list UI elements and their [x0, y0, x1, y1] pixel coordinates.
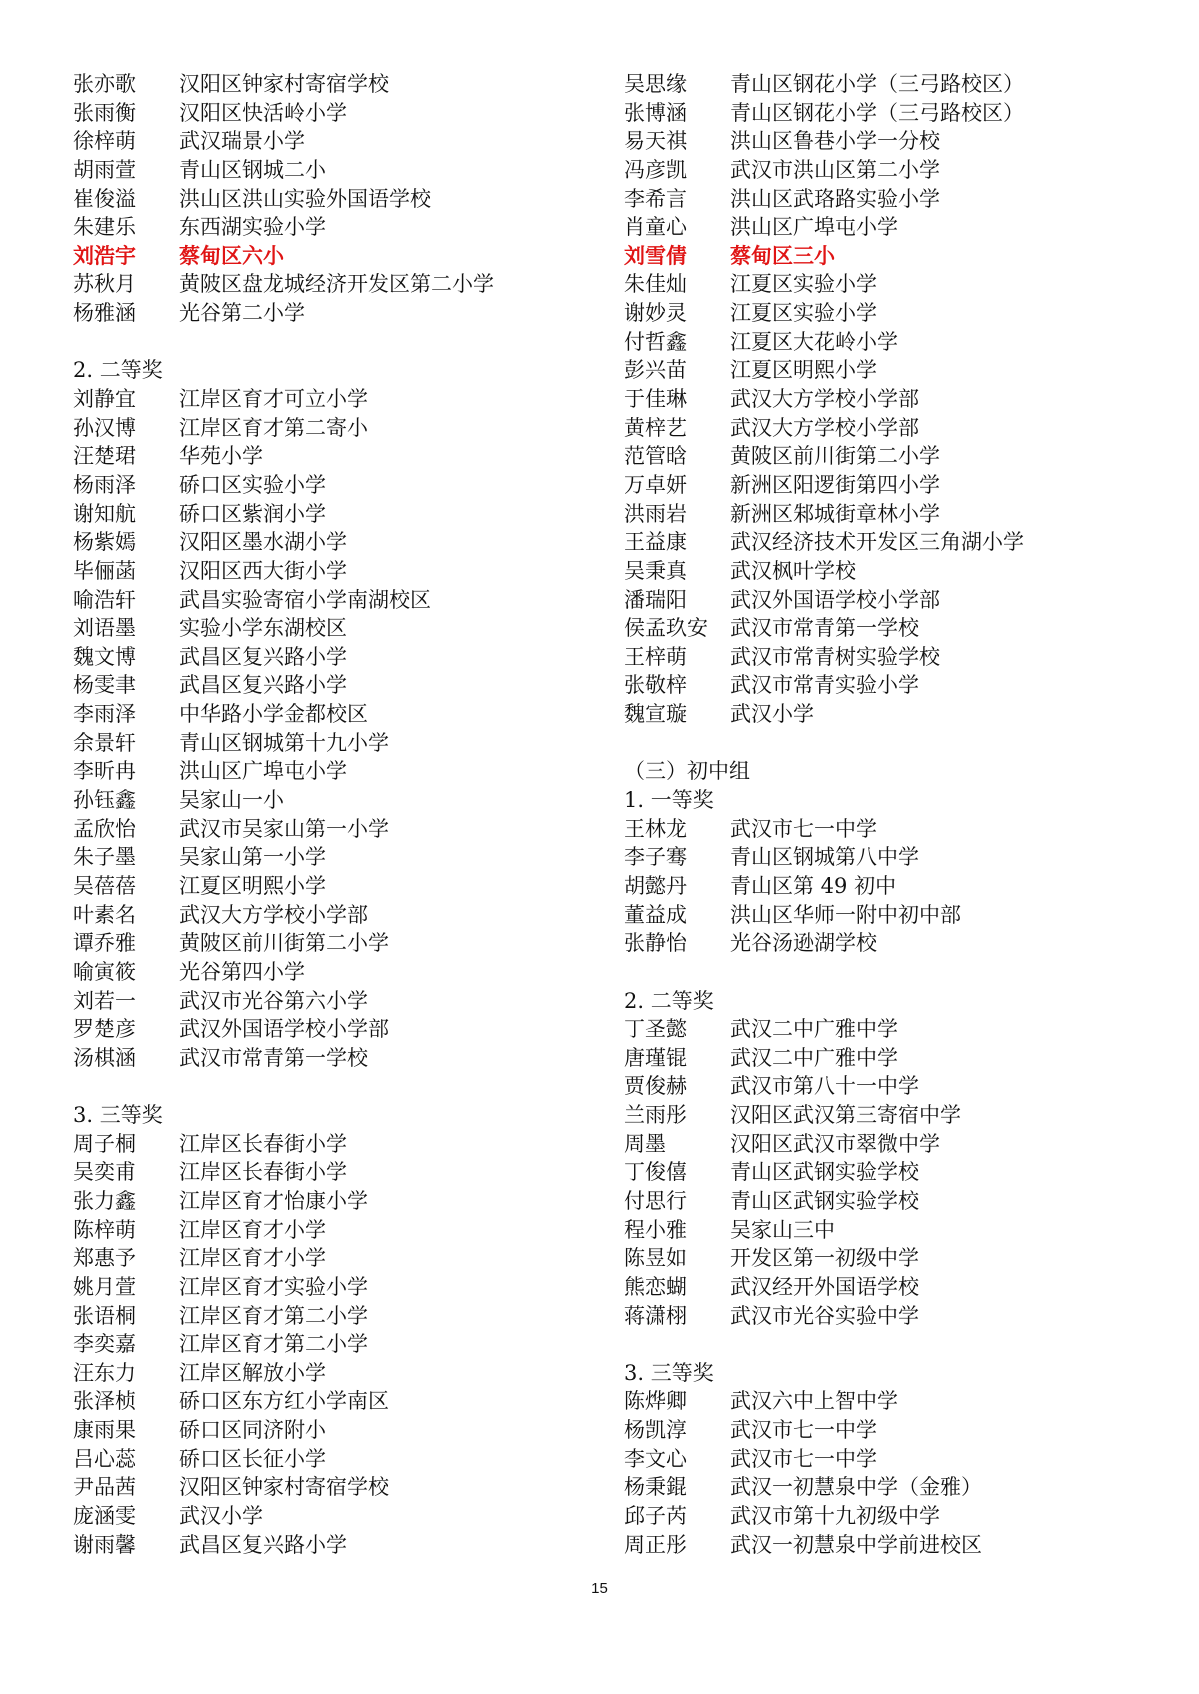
student-name: 杨凯淳: [624, 1418, 687, 1443]
student-name: 郑惠予: [73, 1246, 136, 1271]
school-name: 洪山区鲁巷小学一分校: [730, 129, 940, 154]
award-entry: [624, 471, 1184, 500]
school-name: 光谷第四小学: [179, 959, 305, 984]
student-name: 魏宣璇: [624, 702, 687, 727]
school-name: 汉阳区墨水湖小学: [179, 530, 347, 555]
school-name: 武昌区复兴路小学: [179, 1532, 347, 1557]
student-name: 万卓妍: [624, 472, 687, 497]
award-entry: [73, 614, 593, 643]
school-name: 硚口区实验小学: [179, 472, 326, 497]
student-name: 易天祺: [624, 129, 687, 154]
award-entry: [624, 1187, 1184, 1216]
award-entry: [624, 1130, 1184, 1159]
award-entry: [624, 1502, 1184, 1531]
student-name: 冯彦凯: [624, 157, 687, 182]
school-name: 蔡甸区三小: [730, 242, 835, 268]
award-entry: [73, 700, 593, 729]
student-name: 程小雅: [624, 1217, 687, 1242]
award-entry: [73, 757, 593, 786]
student-name: 孟欣怡: [73, 816, 136, 841]
award-entry-highlighted: [73, 242, 593, 271]
school-name: 中华路小学金都校区: [179, 702, 368, 727]
award-entry: [73, 1502, 593, 1531]
school-name: 江夏区大花岭小学: [730, 329, 898, 354]
section-heading: 1. 一等奖: [624, 788, 714, 813]
student-name: 张雨衡: [73, 100, 136, 125]
student-name: 朱建乐: [73, 215, 136, 240]
school-name: 开发区第一初级中学: [730, 1246, 919, 1271]
school-name: 武汉市常青第一学校: [179, 1045, 368, 1070]
student-name: 魏文博: [73, 644, 136, 669]
award-entry: [624, 1072, 1184, 1101]
award-entry: [624, 586, 1184, 615]
award-entry: [624, 1044, 1184, 1073]
award-entry: [73, 843, 593, 872]
school-name: 武汉瑞景小学: [179, 129, 305, 154]
school-name: 汉阳区武汉第三寄宿中学: [730, 1103, 961, 1128]
award-entry: [624, 414, 1184, 443]
student-name: 董益成: [624, 902, 687, 927]
section-spacer: [624, 729, 1184, 758]
school-name: 武昌区复兴路小学: [179, 644, 347, 669]
student-name: 康雨果: [73, 1418, 136, 1443]
award-entry: [73, 786, 593, 815]
section-spacer: [73, 1072, 593, 1101]
student-name: 张静怡: [624, 931, 687, 956]
school-name: 硚口区东方红小学南区: [179, 1389, 389, 1414]
school-name: 武汉市常青第一学校: [730, 616, 919, 641]
award-entry: [624, 700, 1184, 729]
student-name: 陈烨卿: [624, 1389, 687, 1414]
student-name: 张敬梓: [624, 673, 687, 698]
student-name: 余景轩: [73, 730, 136, 755]
student-name: 孙钰鑫: [73, 788, 136, 813]
school-name: 洪山区洪山实验外国语学校: [179, 186, 431, 211]
school-name: 武汉市常青树实验学校: [730, 644, 940, 669]
award-entry: [624, 929, 1184, 958]
award-entry: [73, 1216, 593, 1245]
student-name: 付思行: [624, 1188, 687, 1213]
school-name: 江夏区实验小学: [730, 272, 877, 297]
school-name: 黄陂区前川街第二小学: [730, 444, 940, 469]
award-entry: [624, 185, 1184, 214]
award-entry: [624, 1015, 1184, 1044]
school-name: 江岸区育才第二小学: [179, 1303, 368, 1328]
school-name: 武汉一初慧泉中学前进校区: [730, 1532, 982, 1557]
school-name: 黄陂区盘龙城经济开发区第二小学: [179, 272, 494, 297]
school-name: 蔡甸区六小: [179, 242, 284, 268]
award-entry: [73, 442, 593, 471]
school-name: 汉阳区钟家村寄宿学校: [179, 72, 389, 96]
award-entry: [73, 1187, 593, 1216]
section-heading: 3. 三等奖: [73, 1103, 163, 1128]
school-name: 硚口区紫润小学: [179, 501, 326, 526]
school-name: 青山区钢花小学（三弓路校区）: [730, 100, 1024, 125]
student-name: 张力鑫: [73, 1188, 136, 1213]
student-name: 邱子芮: [624, 1504, 687, 1529]
student-name: 蒋潇栩: [624, 1303, 687, 1328]
award-entry: [73, 1244, 593, 1273]
school-name: 武汉二中广雅中学: [730, 1045, 898, 1070]
school-name: 吴家山三中: [730, 1217, 835, 1242]
school-name: 武汉二中广雅中学: [730, 1017, 898, 1042]
award-entry: [624, 643, 1184, 672]
student-name: 吴思缘: [624, 72, 687, 96]
student-name: 庞涵雯: [73, 1504, 136, 1529]
student-name: 李子骞: [624, 845, 687, 870]
award-entry: [624, 156, 1184, 185]
student-name: 李文心: [624, 1446, 687, 1471]
award-entry: [624, 70, 1184, 99]
award-entry: [624, 843, 1184, 872]
student-name: 王林龙: [624, 816, 687, 841]
school-name: 武汉小学: [179, 1504, 263, 1529]
award-entry: [73, 1158, 593, 1187]
student-name: 张亦歌: [73, 72, 136, 96]
school-name: 武汉市七一中学: [730, 1446, 877, 1471]
award-entry: [73, 1273, 593, 1302]
student-name: 张博涵: [624, 100, 687, 125]
school-name: 武汉市光谷实验中学: [730, 1303, 919, 1328]
student-name: 刘雪倩: [624, 242, 687, 268]
school-name: 江岸区育才小学: [179, 1217, 326, 1242]
award-entry: [624, 356, 1184, 385]
award-entry: [73, 1445, 593, 1474]
student-name: 肖童心: [624, 215, 687, 240]
school-name: 青山区钢城第十九小学: [179, 730, 389, 755]
award-entry: [73, 299, 593, 328]
student-name: 刘浩宇: [73, 242, 136, 268]
award-entry: [73, 987, 593, 1016]
award-entry: [624, 614, 1184, 643]
award-entry: [624, 99, 1184, 128]
student-name: 尹品茜: [73, 1475, 136, 1500]
school-name: 武汉经济技术开发区三角湖小学: [730, 530, 1024, 555]
school-name: 实验小学东湖校区: [179, 616, 347, 641]
student-name: 周正彤: [624, 1532, 687, 1557]
student-name: 吴奕甫: [73, 1160, 136, 1185]
student-name: 苏秋月: [73, 272, 136, 297]
award-entry: [73, 500, 593, 529]
school-name: 武汉市吴家山第一小学: [179, 816, 389, 841]
award-entry: [73, 729, 593, 758]
school-name: 武汉大方学校小学部: [179, 902, 368, 927]
school-name: 吴家山一小: [179, 788, 284, 813]
school-name: 武汉市常青实验小学: [730, 673, 919, 698]
school-name: 武昌实验寄宿小学南湖校区: [179, 587, 431, 612]
student-name: 喻寅筱: [73, 959, 136, 984]
award-entry: [73, 185, 593, 214]
section-spacer: [624, 1330, 1184, 1359]
school-name: 江岸区育才第二小学: [179, 1332, 368, 1357]
student-name: 丁俊僖: [624, 1160, 687, 1185]
student-name: 喻浩轩: [73, 587, 136, 612]
student-name: 付哲鑫: [624, 329, 687, 354]
student-name: 周子桐: [73, 1131, 136, 1156]
page-number: 15: [591, 1580, 608, 1597]
award-entry: [624, 1216, 1184, 1245]
school-name: 青山区钢城第八中学: [730, 845, 919, 870]
award-entry: [624, 328, 1184, 357]
award-entry: [73, 872, 593, 901]
school-name: 江岸区育才小学: [179, 1246, 326, 1271]
school-name: 汉阳区钟家村寄宿学校: [179, 1475, 389, 1500]
school-name: 新洲区阳逻街第四小学: [730, 472, 940, 497]
school-name: 汉阳区武汉市翠微中学: [730, 1131, 940, 1156]
student-name: 杨紫嫣: [73, 530, 136, 555]
award-entry: [73, 929, 593, 958]
school-name: 江夏区实验小学: [730, 301, 877, 326]
school-name: 武汉市光谷第六小学: [179, 988, 368, 1013]
school-name: 武汉大方学校小学部: [730, 415, 919, 440]
award-entry: [73, 99, 593, 128]
school-name: 江岸区解放小学: [179, 1360, 326, 1385]
award-entry: [624, 1101, 1184, 1130]
award-entry: [73, 528, 593, 557]
student-name: 吕心蕊: [73, 1446, 136, 1471]
award-entry: [73, 586, 593, 615]
student-name: 谭乔雅: [73, 931, 136, 956]
student-name: 杨秉錕: [624, 1475, 687, 1500]
award-entry: [624, 442, 1184, 471]
award-entry: [73, 270, 593, 299]
school-name: 武汉经开外国语学校: [730, 1274, 919, 1299]
school-name: 江岸区育才可立小学: [179, 387, 368, 412]
award-entry: [624, 557, 1184, 586]
school-name: 青山区武钢实验学校: [730, 1160, 919, 1185]
student-name: 刘若一: [73, 988, 136, 1013]
award-entry: [73, 815, 593, 844]
award-entry: [624, 1158, 1184, 1187]
award-entry: [73, 1044, 593, 1073]
student-name: 汤棋涵: [73, 1045, 136, 1070]
award-entry: [624, 127, 1184, 156]
award-entry: [624, 385, 1184, 414]
school-name: 江岸区长春街小学: [179, 1131, 347, 1156]
student-name: 黄梓艺: [624, 415, 687, 440]
award-entry: [624, 671, 1184, 700]
student-name: 于佳琳: [624, 387, 687, 412]
student-name: 谢知航: [73, 501, 136, 526]
award-entry: [624, 1531, 1184, 1560]
student-name: 王梓萌: [624, 644, 687, 669]
student-name: 李希言: [624, 186, 687, 211]
student-name: 杨雅涵: [73, 301, 136, 326]
award-entry: [624, 1244, 1184, 1273]
award-entry: [73, 1302, 593, 1331]
award-entry: [624, 528, 1184, 557]
award-entry: [73, 671, 593, 700]
school-name: 武汉市洪山区第二小学: [730, 157, 940, 182]
award-entry: [73, 156, 593, 185]
school-name: 青山区钢花小学（三弓路校区）: [730, 72, 1024, 96]
student-name: 唐瑾锟: [624, 1045, 687, 1070]
school-name: 硚口区长征小学: [179, 1446, 326, 1471]
school-name: 华苑小学: [179, 444, 263, 469]
school-name: 洪山区华师一附中初中部: [730, 902, 961, 927]
section-heading: 3. 三等奖: [624, 1360, 714, 1385]
student-name: 刘语墨: [73, 616, 136, 641]
school-name: 武汉市七一中学: [730, 1418, 877, 1443]
school-name: 黄陂区前川街第二小学: [179, 931, 389, 956]
school-name: 江岸区长春街小学: [179, 1160, 347, 1185]
award-entry: [624, 1387, 1184, 1416]
school-name: 江岸区育才第二寄小: [179, 415, 368, 440]
school-name: 武汉小学: [730, 702, 814, 727]
student-name: 杨雨泽: [73, 472, 136, 497]
award-entry: [73, 1531, 593, 1560]
student-name: 汪楚珺: [73, 444, 136, 469]
student-name: 杨雯聿: [73, 673, 136, 698]
section-heading: 2. 二等奖: [73, 358, 163, 383]
award-entry: [624, 1416, 1184, 1445]
award-entry: [624, 872, 1184, 901]
school-name: 江岸区育才怡康小学: [179, 1188, 368, 1213]
student-name: 叶素名: [73, 902, 136, 927]
award-entry: [73, 385, 593, 414]
student-name: 朱佳灿: [624, 272, 687, 297]
student-name: 熊恋蝴: [624, 1274, 687, 1299]
student-name: 刘静宜: [73, 387, 136, 412]
student-name: 胡雨萱: [73, 157, 136, 182]
school-name: 光谷第二小学: [179, 301, 305, 326]
student-name: 崔俊溢: [73, 186, 136, 211]
award-entry: [73, 414, 593, 443]
student-name: 吴蓓蓓: [73, 873, 136, 898]
award-entry: [624, 1273, 1184, 1302]
school-name: 新洲区邾城街章林小学: [730, 501, 940, 526]
award-entry: [73, 1416, 593, 1445]
section-spacer: [73, 328, 593, 357]
school-name: 武汉外国语学校小学部: [730, 587, 940, 612]
student-name: 汪东力: [73, 1360, 136, 1385]
school-name: 洪山区广埠屯小学: [179, 759, 347, 784]
student-name: 姚月萱: [73, 1274, 136, 1299]
student-name: 彭兴苗: [624, 358, 687, 383]
student-name: 张泽桢: [73, 1389, 136, 1414]
student-name: 李昕冉: [73, 759, 136, 784]
school-name: 洪山区广埠屯小学: [730, 215, 898, 240]
school-name: 武汉枫叶学校: [730, 558, 856, 583]
student-name: 范管晗: [624, 444, 687, 469]
school-name: 武汉一初慧泉中学（金雅）: [730, 1475, 982, 1500]
award-entry: [624, 1473, 1184, 1502]
student-name: 胡懿丹: [624, 873, 687, 898]
school-name: 江夏区明熙小学: [730, 358, 877, 383]
student-name: 侯孟玖安: [624, 616, 708, 641]
award-entry: [73, 70, 593, 99]
award-entry: [624, 1445, 1184, 1474]
school-name: 汉阳区西大街小学: [179, 558, 347, 583]
student-name: 洪雨岩: [624, 501, 687, 526]
student-name: 丁圣懿: [624, 1017, 687, 1042]
award-entry: [73, 127, 593, 156]
student-name: 李雨泽: [73, 702, 136, 727]
school-name: 武汉市七一中学: [730, 816, 877, 841]
school-name: 青山区武钢实验学校: [730, 1188, 919, 1213]
school-name: 武汉外国语学校小学部: [179, 1017, 389, 1042]
student-name: 罗楚彦: [73, 1017, 136, 1042]
student-name: 王益康: [624, 530, 687, 555]
section-heading: 2. 二等奖: [624, 988, 714, 1013]
award-entry: [73, 1130, 593, 1159]
award-entry-highlighted: [624, 242, 1184, 271]
right-column: [624, 70, 1184, 1559]
award-entry: [73, 471, 593, 500]
student-name: 毕俪菡: [73, 558, 136, 583]
school-name: 东西湖实验小学: [179, 215, 326, 240]
school-name: 武汉六中上智中学: [730, 1389, 898, 1414]
section-heading: （三）初中组: [624, 759, 750, 784]
award-entry: [624, 299, 1184, 328]
student-name: 潘瑞阳: [624, 587, 687, 612]
school-name: 吴家山第一小学: [179, 845, 326, 870]
award-entry: [73, 901, 593, 930]
student-name: 谢妙灵: [624, 301, 687, 326]
school-name: 光谷汤逊湖学校: [730, 931, 877, 956]
award-entry: [73, 958, 593, 987]
school-name: 江夏区明熙小学: [179, 873, 326, 898]
student-name: 陈梓萌: [73, 1217, 136, 1242]
student-name: 谢雨馨: [73, 1532, 136, 1557]
school-name: 硚口区同济附小: [179, 1418, 326, 1443]
award-entry: [73, 213, 593, 242]
award-entry: [73, 1359, 593, 1388]
student-name: 贾俊赫: [624, 1074, 687, 1099]
left-column: [73, 70, 593, 1559]
student-name: 孙汉博: [73, 415, 136, 440]
award-entry: [624, 213, 1184, 242]
school-name: 武汉市第十九初级中学: [730, 1504, 940, 1529]
student-name: 张语桐: [73, 1303, 136, 1328]
school-name: 青山区钢城二小: [179, 157, 326, 182]
section-spacer: [624, 958, 1184, 987]
school-name: 武汉市第八十一中学: [730, 1074, 919, 1099]
school-name: 汉阳区快活岭小学: [179, 100, 347, 125]
award-entry: [73, 1015, 593, 1044]
school-name: 洪山区武珞路实验小学: [730, 186, 940, 211]
award-entry: [73, 1387, 593, 1416]
student-name: 朱子墨: [73, 845, 136, 870]
school-name: 江岸区育才实验小学: [179, 1274, 368, 1299]
award-entry: [73, 1330, 593, 1359]
award-entry: [624, 270, 1184, 299]
student-name: 李奕嘉: [73, 1332, 136, 1357]
student-name: 徐梓萌: [73, 129, 136, 154]
student-name: 周墨: [624, 1131, 666, 1156]
student-name: 吴秉真: [624, 558, 687, 583]
school-name: 武昌区复兴路小学: [179, 673, 347, 698]
award-entry: [624, 500, 1184, 529]
award-entry: [624, 815, 1184, 844]
award-entry: [624, 1302, 1184, 1331]
student-name: 陈昱如: [624, 1246, 687, 1271]
award-entry: [73, 643, 593, 672]
award-entry: [73, 557, 593, 586]
student-name: 兰雨彤: [624, 1103, 687, 1128]
school-name: 青山区第 49 初中: [730, 873, 897, 898]
school-name: 武汉大方学校小学部: [730, 387, 919, 412]
award-entry: [624, 901, 1184, 930]
award-entry: [73, 1473, 593, 1502]
